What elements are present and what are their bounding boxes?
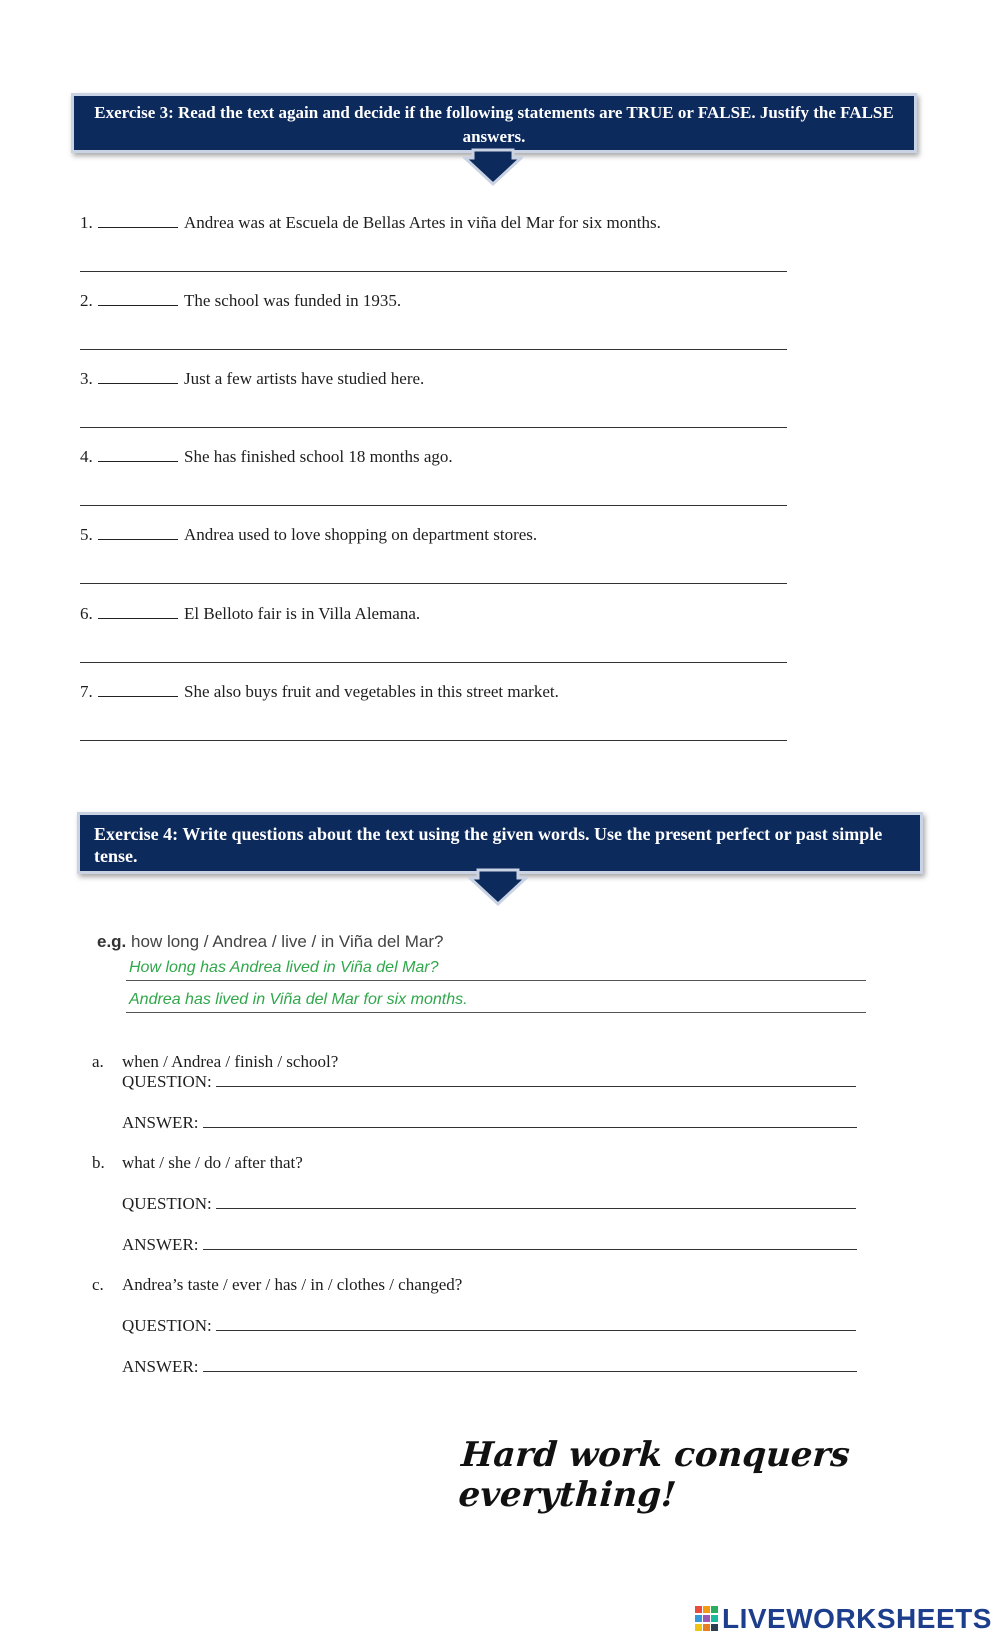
justify-line-7[interactable] bbox=[80, 740, 787, 741]
motto: Hard work conquers everything! bbox=[457, 1435, 852, 1515]
justify-line-5[interactable] bbox=[80, 583, 787, 584]
statement-text: Andrea was at Escuela de Bellas Artes in viña del Mar for six months. bbox=[184, 213, 661, 232]
justify-line-4[interactable] bbox=[80, 505, 787, 506]
example-prompt: e.g. how long / Andrea / live / in Viña del Mar? bbox=[97, 932, 444, 951]
liveworksheets-logo bbox=[695, 1603, 992, 1635]
statement-text: The school was funded in 1935. bbox=[184, 291, 402, 310]
answer-field-b: ANSWER: bbox=[122, 1235, 857, 1255]
example-answer: Andrea has lived in Viña del Mar for six months. bbox=[126, 991, 866, 1013]
question-input-c[interactable] bbox=[216, 1316, 856, 1331]
question-field-c: QUESTION: bbox=[122, 1316, 856, 1336]
item-prompt: Andrea’s taste / ever / has / in / clothes / changed? bbox=[122, 1275, 463, 1294]
logo-text: LIVEWORKSHEETS bbox=[722, 1603, 992, 1634]
answer-input-c[interactable] bbox=[203, 1357, 857, 1372]
statement-2: 2. The school was funded in 1935. bbox=[80, 291, 402, 310]
answer-field-a: ANSWER: bbox=[122, 1113, 857, 1133]
statement-5: 5. Andrea used to love shopping on department stores. bbox=[80, 525, 538, 544]
exercise4-title: Exercise 4: Write questions about the text using the given words. Use the present perfect or past simple tense. bbox=[94, 824, 883, 866]
statement-1: 1. Andrea was at Escuela de Bellas Artes in viña del Mar for six months. bbox=[80, 213, 661, 232]
justify-line-2[interactable] bbox=[80, 349, 787, 350]
statement-text: She also buys fruit and vegetables in this street market. bbox=[184, 682, 559, 701]
exercise4-arrow-icon bbox=[468, 868, 528, 908]
answer-field-c: ANSWER: bbox=[122, 1357, 857, 1377]
justify-line-6[interactable] bbox=[80, 662, 787, 663]
question-item-c: c. Andrea’s taste / ever / has / in / clothes / changed? bbox=[92, 1275, 463, 1294]
item-prompt: when / Andrea / finish / school? bbox=[122, 1052, 339, 1071]
justify-line-3[interactable] bbox=[80, 427, 787, 428]
question-field-a: QUESTION: bbox=[122, 1072, 856, 1092]
question-input-b[interactable] bbox=[216, 1194, 856, 1209]
exercise4-banner bbox=[77, 812, 923, 874]
example-question: How long has Andrea lived in Viña del Mar? bbox=[126, 959, 866, 981]
exercise3-arrow-icon bbox=[463, 148, 523, 188]
item-prompt: what / she / do / after that? bbox=[122, 1153, 303, 1172]
tf-blank-1[interactable] bbox=[98, 213, 178, 228]
exercise3-title: Exercise 3: Read the text again and decide if the following statements are TRUE or FALSE. Justify the FALSE answers. bbox=[94, 103, 894, 146]
answer-input-a[interactable] bbox=[203, 1113, 857, 1128]
tf-blank-4[interactable] bbox=[98, 447, 178, 462]
question-input-a[interactable] bbox=[216, 1072, 856, 1087]
tf-blank-6[interactable] bbox=[98, 604, 178, 619]
question-field-b: QUESTION: bbox=[122, 1194, 856, 1214]
tf-blank-5[interactable] bbox=[98, 525, 178, 540]
statement-text: El Belloto fair is in Villa Alemana. bbox=[184, 604, 421, 623]
statement-text: Andrea used to love shopping on department stores. bbox=[184, 525, 538, 544]
tf-blank-2[interactable] bbox=[98, 291, 178, 306]
statement-4: 4. She has finished school 18 months ago. bbox=[80, 447, 453, 466]
question-item-b: b. what / she / do / after that? bbox=[92, 1153, 303, 1172]
justify-line-1[interactable] bbox=[80, 271, 787, 272]
statement-6: 6. El Belloto fair is in Villa Alemana. bbox=[80, 604, 421, 623]
tf-blank-7[interactable] bbox=[98, 682, 178, 697]
tf-blank-3[interactable] bbox=[98, 369, 178, 384]
statement-7: 7. She also buys fruit and vegetables in this street market. bbox=[80, 682, 559, 701]
exercise3-banner bbox=[71, 93, 917, 153]
question-item-a: a. when / Andrea / finish / school? bbox=[92, 1052, 339, 1071]
statement-text: Just a few artists have studied here. bbox=[184, 369, 425, 388]
statement-3: 3. Just a few artists have studied here. bbox=[80, 369, 425, 388]
answer-input-b[interactable] bbox=[203, 1235, 857, 1250]
logo-blocks-icon bbox=[695, 1606, 719, 1632]
statement-text: She has finished school 18 months ago. bbox=[184, 447, 453, 466]
